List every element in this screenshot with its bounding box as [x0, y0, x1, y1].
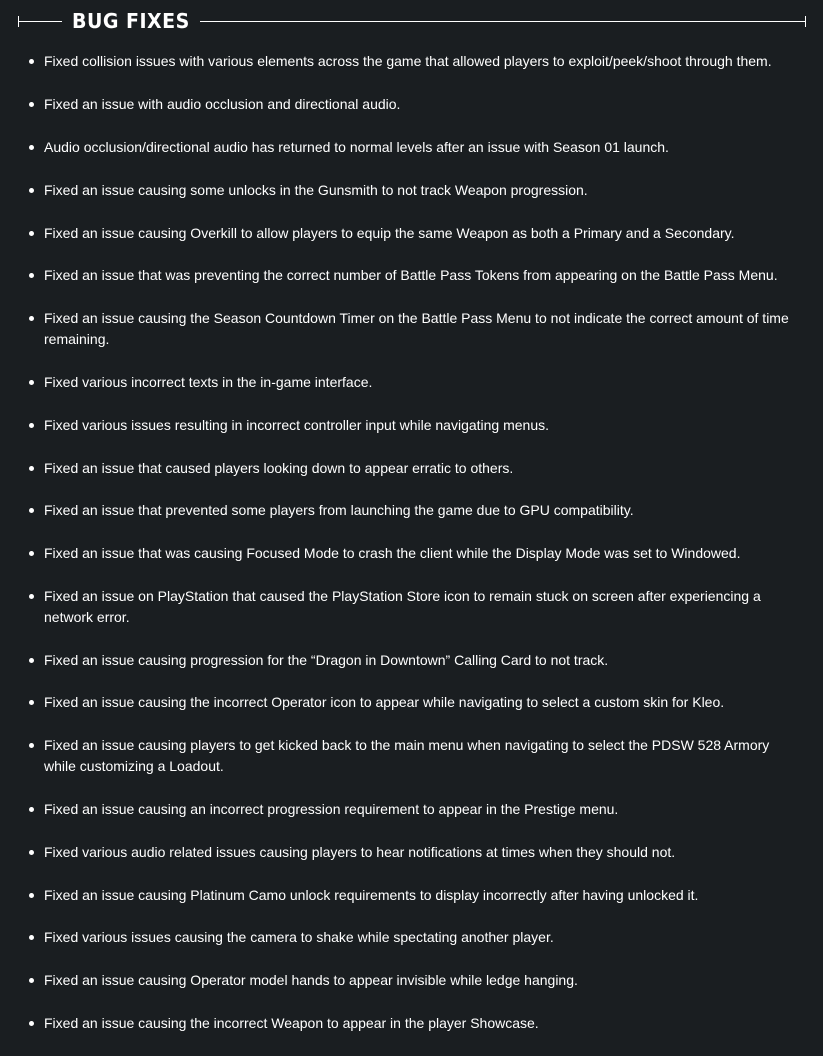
- list-item-text: Fixed an issue that was preventing the correct number of Battle Pass Tokens from appearing on the Battle Pass Menu.: [44, 267, 778, 284]
- bullet-icon: [29, 1021, 34, 1026]
- list-item-text: Fixed various issues causing the camera to shake while spectating another player.: [44, 929, 554, 946]
- list-item-text: Fixed an issue causing Operator model hands to appear invisible while ledge hanging.: [44, 972, 578, 989]
- section-title: BUG FIXES: [72, 9, 190, 33]
- bug-fix-list: [0, 51, 823, 1056]
- bullet-icon: [29, 423, 34, 428]
- list-item-text: Fixed an issue with audio occlusion and directional audio.: [44, 95, 401, 112]
- list-item-text: Fixed an issue causing Overkill to allow players to equip the same Weapon as both a Primary and a Secondary.: [44, 224, 735, 241]
- list-item-text: Fixed an issue that prevented some players from launching the game due to GPU compatibility.: [44, 502, 634, 519]
- bullet-icon: [29, 700, 34, 705]
- header-rule-right: [200, 21, 806, 22]
- bullet-icon: [29, 273, 34, 278]
- list-item-text: Fixed an issue causing the incorrect Operator icon to appear while navigating to select a custom skin for Kleo.: [44, 694, 725, 711]
- list-item: [0, 94, 823, 115]
- list-item-text: Fixed an issue causing the Season Countdown Timer on the Battle Pass Menu to not indicate the correct amount of time remaining.: [44, 310, 789, 347]
- bullet-icon: [29, 380, 34, 385]
- bullet-icon: [29, 102, 34, 107]
- list-item: [0, 51, 823, 72]
- bullet-icon: [29, 743, 34, 748]
- list-item-text: Fixed various incorrect texts in the in-game interface.: [44, 373, 373, 390]
- bullet-icon: [29, 850, 34, 855]
- section-header: [18, 6, 806, 36]
- list-item: [0, 372, 823, 393]
- list-item: [0, 885, 823, 906]
- bullet-icon: [29, 551, 34, 556]
- list-item: [0, 265, 823, 286]
- bullet-icon: [29, 893, 34, 898]
- list-item-text: Fixed an issue that caused players looking down to appear erratic to others.: [44, 459, 514, 476]
- list-item-text: Fixed collision issues with various elements across the game that allowed players to exploit/peek/shoot through them.: [44, 53, 772, 69]
- list-item: [0, 308, 823, 349]
- bullet-icon: [29, 466, 34, 471]
- list-item-text: Fixed an issue causing the incorrect Weapon to appear in the player Showcase.: [44, 1015, 539, 1032]
- list-item: [0, 137, 823, 158]
- list-item-text: Fixed various audio related issues causing players to hear notifications at times when they should not.: [44, 843, 676, 860]
- list-item-text: Fixed an issue causing Platinum Camo unlock requirements to display incorrectly after having unlocked it.: [44, 886, 699, 903]
- list-item: [0, 927, 823, 948]
- list-item: [0, 500, 823, 521]
- bullet-icon: [29, 231, 34, 236]
- bullet-icon: [29, 188, 34, 193]
- bullet-icon: [29, 658, 34, 663]
- list-item-text: Audio occlusion/directional audio has returned to normal levels after an issue with Season 01 launch.: [44, 138, 669, 155]
- list-item-text: Fixed an issue that was causing Focused Mode to crash the client while the Display Mode was set to Windowed.: [44, 545, 741, 562]
- list-item-text: Fixed an issue causing progression for the “Dragon in Downtown” Calling Card to not track.: [44, 651, 609, 668]
- list-item: [0, 650, 823, 671]
- list-item: [0, 1013, 823, 1034]
- bullet-icon: [29, 594, 34, 599]
- bullet-icon: [29, 59, 34, 64]
- list-item-text: Fixed an issue causing an incorrect progression requirement to appear in the Prestige menu.: [44, 800, 619, 817]
- list-item: [0, 223, 823, 244]
- list-item-text: Fixed an issue on PlayStation that caused the PlayStation Store icon to remain stuck on screen after experiencing a network error.: [44, 588, 761, 625]
- list-item-text: Fixed various issues resulting in incorrect controller input while navigating menus.: [44, 416, 550, 433]
- header-rule-left: [18, 21, 62, 22]
- list-item: [0, 180, 823, 201]
- list-item: [0, 970, 823, 991]
- list-item: [0, 799, 823, 820]
- list-item: [0, 586, 823, 627]
- list-item-text: Fixed an issue causing some unlocks in the Gunsmith to not track Weapon progression.: [44, 181, 588, 198]
- bullet-icon: [29, 935, 34, 940]
- list-item: [0, 415, 823, 436]
- bullet-icon: [29, 316, 34, 321]
- list-item: [0, 458, 823, 479]
- bullet-icon: [29, 145, 34, 150]
- list-item: [0, 543, 823, 564]
- bullet-icon: [29, 978, 34, 983]
- list-item: [0, 692, 823, 713]
- list-item: [0, 735, 823, 776]
- list-item-text: Fixed an issue causing players to get kicked back to the main menu when navigating to select the PDSW 528 Armory while customizing a Loadout.: [44, 737, 770, 774]
- list-item: [0, 842, 823, 863]
- bullet-icon: [29, 508, 34, 513]
- bullet-icon: [29, 807, 34, 812]
